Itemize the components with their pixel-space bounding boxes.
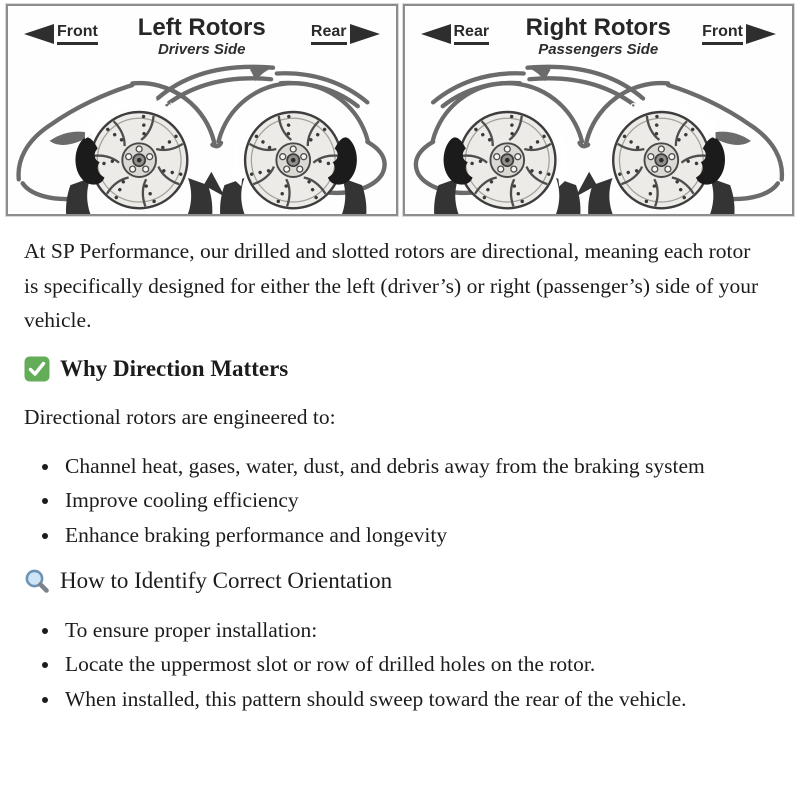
rear-direction-indicator <box>311 23 380 45</box>
list-item: • To ensure proper installation: <box>61 613 760 648</box>
list-item: • When installed, this pattern should sweep toward the rear of the vehicle. <box>61 682 760 717</box>
how-bullet-list <box>24 613 760 717</box>
right-arrow-icon <box>350 24 380 44</box>
direction-label: Front <box>57 23 98 45</box>
front-direction-indicator <box>702 23 776 45</box>
why-bullet-list <box>24 449 760 553</box>
check-mark-icon <box>24 356 50 382</box>
list-item: • Enhance braking performance and longevity <box>61 518 760 553</box>
list-item: • Locate the uppermost slot or row of drilled holes on the rotor. <box>61 647 760 682</box>
rotor-diagram-panels <box>0 0 800 216</box>
left-car-illustration <box>8 60 396 216</box>
rotation-label: Rotation <box>600 96 646 137</box>
right-arrow-icon <box>746 24 776 44</box>
article-body <box>0 216 800 716</box>
magnifying-glass-icon <box>24 568 50 594</box>
intro-paragraph: At SP Performance, our drilled and slotted rotors are directional, meaning each rotor is specifically designed for either the left (driver’s) or right (passenger’s) side of your vehicle. <box>24 239 759 332</box>
rotation-label: Rotation <box>135 93 186 122</box>
panel-title: Right Rotors <box>525 14 671 41</box>
how-identify-heading <box>24 564 760 599</box>
rear-direction-indicator <box>421 23 490 45</box>
right-car-illustration <box>405 60 793 216</box>
panel-subtitle: Drivers Side <box>157 41 246 58</box>
rotation-label: Rotation <box>488 93 542 114</box>
why-direction-heading <box>24 352 760 387</box>
direction-label: Rear <box>311 23 347 45</box>
direction-label: Rear <box>454 23 490 45</box>
list-item: • Improve cooling efficiency <box>61 483 760 518</box>
heading-text: How to Identify Correct Orientation <box>60 568 393 593</box>
list-item: • Channel heat, gases, water, dust, and debris away from the braking system <box>61 449 760 484</box>
left-rotors-panel <box>6 4 398 216</box>
lead-paragraph: Directional rotors are engineered to: <box>24 405 336 429</box>
rotation-label: Rotation <box>241 93 291 126</box>
right-panel-header <box>405 6 793 60</box>
direction-label: Front <box>702 23 743 45</box>
left-arrow-icon <box>421 24 451 44</box>
left-arrow-icon <box>24 24 54 44</box>
front-direction-indicator <box>24 23 98 45</box>
panel-title: Left Rotors <box>137 14 266 41</box>
panel-subtitle: Passengers Side <box>538 41 659 58</box>
left-panel-header <box>8 6 396 60</box>
right-rotors-panel <box>403 4 795 216</box>
heading-text: Why Direction Matters <box>60 355 289 381</box>
